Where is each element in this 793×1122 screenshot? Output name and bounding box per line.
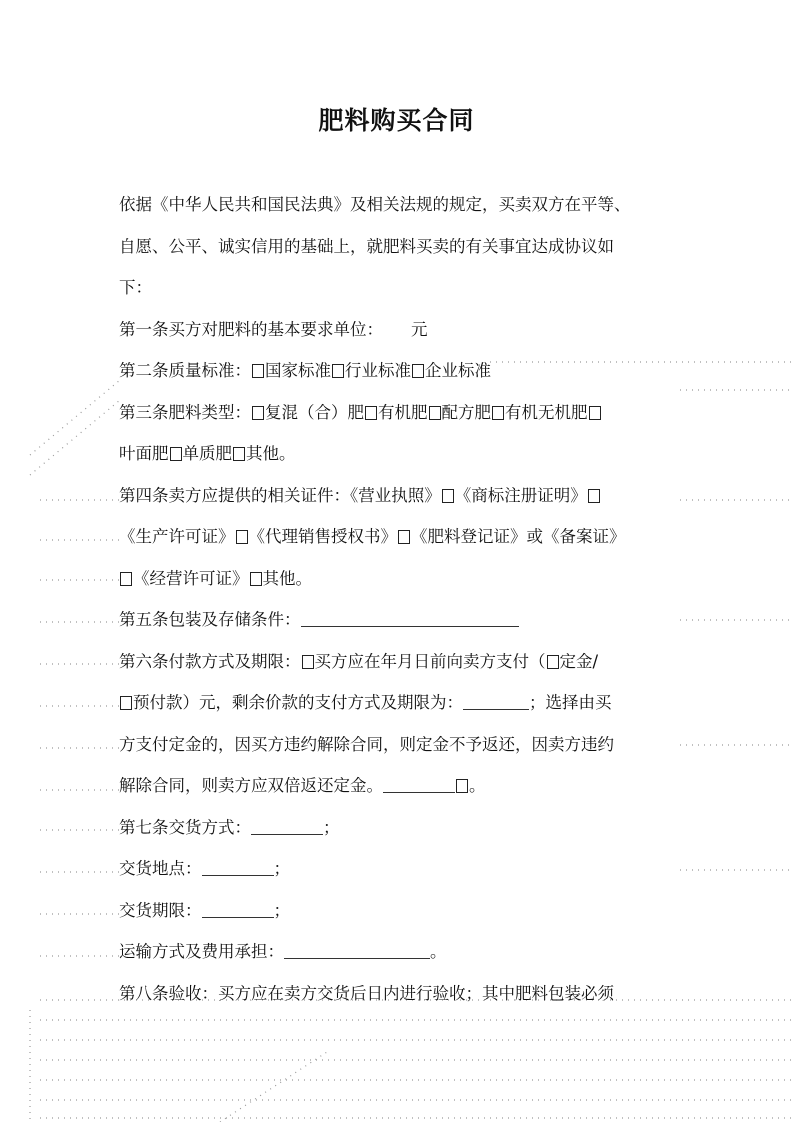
option-agency-authorization: 《代理销售授权书》 xyxy=(248,527,397,546)
option-production-license: 《生产许可证》 xyxy=(119,527,235,546)
option-other-type: 其他。 xyxy=(246,444,296,463)
option-organic-fertilizer: 有机肥 xyxy=(378,402,428,422)
delivery-place-blank[interactable] xyxy=(202,859,274,877)
checkbox-organic-fertilizer[interactable] xyxy=(365,406,377,420)
checkbox-industry-standard[interactable] xyxy=(332,364,344,378)
article-5-label: 第五条包装及存储条件： xyxy=(119,610,301,629)
intro-line-3: 下： xyxy=(119,278,152,297)
checkbox-deposit-return[interactable] xyxy=(456,779,468,793)
option-national-standard: 国家标准 xyxy=(265,361,331,380)
article-2-label: 第二条质量标准： xyxy=(119,361,251,380)
delivery-method-blank[interactable] xyxy=(251,817,323,835)
option-foliar-fertilizer: 叶面肥 xyxy=(119,444,169,463)
delivery-term xyxy=(119,890,679,932)
article-1-label: 第一条买方对肥料的基本要求单位： xyxy=(119,319,383,339)
article-4-label: 第四条卖方应提供的相关证件： xyxy=(119,485,350,505)
checkbox-other-certificate[interactable] xyxy=(250,572,262,586)
option-compound-fertilizer: 复混（合）肥 xyxy=(265,402,364,422)
checkbox-operating-license[interactable] xyxy=(120,572,132,586)
semicolon: ； xyxy=(273,859,290,878)
checkbox-foliar-fertilizer[interactable] xyxy=(589,406,601,420)
checkbox-production-license[interactable] xyxy=(588,489,600,503)
checkbox-registration[interactable] xyxy=(398,530,410,544)
article-7-label: 第七条交货方式： xyxy=(119,817,251,837)
article-7 xyxy=(119,807,679,849)
article-6-line-3: 方支付定金的，因买方违约解除合同，则定金不予返还，因卖方违约 xyxy=(119,734,614,754)
checkbox-prepayment[interactable] xyxy=(120,696,132,710)
payment-period: 。 xyxy=(469,776,486,795)
checkbox-compound-fertilizer[interactable] xyxy=(252,406,264,420)
article-4-line-2 xyxy=(119,516,679,558)
checkbox-agency-authorization[interactable] xyxy=(236,530,248,544)
checkbox-other-type[interactable] xyxy=(233,447,245,461)
option-registration: 《肥料登记证》或《备案证》 xyxy=(411,527,626,546)
article-4-line-3 xyxy=(119,558,679,600)
article-2 xyxy=(119,350,679,392)
period: 。 xyxy=(430,942,447,961)
transport xyxy=(119,931,679,973)
checkbox-organic-inorganic[interactable] xyxy=(492,406,504,420)
intro-line-1: 依据《中华人民共和国民法典》及相关法规的规定，买卖双方在平等、 xyxy=(119,195,631,214)
payment-text-1: 买方应在年月日前向卖方支付（ xyxy=(314,651,546,671)
checkbox-deposit[interactable] xyxy=(547,655,559,669)
checkbox-single-fertilizer[interactable] xyxy=(170,447,182,461)
article-4-line-1 xyxy=(119,475,679,517)
article-6-line-2 xyxy=(119,682,679,724)
deposit-blank[interactable] xyxy=(383,776,455,794)
article-3-line-1 xyxy=(119,392,679,434)
option-business-license: 《营业执照》 xyxy=(350,485,441,505)
transport-label: 运输方式及费用承担： xyxy=(119,942,284,961)
transport-blank[interactable] xyxy=(284,942,430,960)
article-1 xyxy=(119,309,679,351)
delivery-term-blank[interactable] xyxy=(202,900,274,918)
article-3-label: 第三条肥料类型： xyxy=(119,402,251,422)
option-deposit: 定金/ xyxy=(559,651,599,671)
checkbox-national-standard[interactable] xyxy=(252,364,264,378)
document-title: 肥料购买合同 xyxy=(318,106,475,135)
article-6-line-4 xyxy=(119,765,679,807)
checkbox-enterprise-standard[interactable] xyxy=(412,364,424,378)
delivery-term-label: 交货期限： xyxy=(119,900,202,920)
checkbox-payment-deadline[interactable] xyxy=(302,655,314,669)
option-industry-standard: 行业标准 xyxy=(345,361,411,380)
checkbox-formula-fertilizer[interactable] xyxy=(429,406,441,420)
article-3-line-2 xyxy=(119,433,679,475)
semicolon: ； xyxy=(323,817,340,837)
option-formula-fertilizer: 配方肥 xyxy=(441,402,491,422)
payment-text-4: 解除合同，则卖方应双倍返还定金。 xyxy=(119,776,383,795)
option-organic-inorganic: 有机无机肥 xyxy=(505,402,588,422)
packaging-blank[interactable] xyxy=(301,610,519,628)
payment-text-2: 预付款）元，剩余价款的支付方式及期限为： xyxy=(133,693,463,712)
intro-line-2: 自愿、公平、诚实信用的基础上，就肥料买卖的有关事宜达成协议如 xyxy=(119,236,614,256)
delivery-place-label: 交货地点： xyxy=(119,859,202,878)
contract-body xyxy=(119,184,679,1014)
article-1-unit: 元 xyxy=(411,319,428,339)
delivery-place xyxy=(119,848,679,890)
semicolon: ； xyxy=(273,900,290,920)
payment-method-blank[interactable] xyxy=(463,693,529,711)
checkbox-trademark[interactable] xyxy=(442,489,454,503)
payment-text-3: ；选择由买 xyxy=(529,693,612,712)
option-single-fertilizer: 单质肥 xyxy=(182,444,232,463)
article-8: 第八条验收：买方应在卖方交货后日内进行验收；其中肥料包装必须 xyxy=(119,983,614,1003)
article-5 xyxy=(119,599,679,641)
option-trademark: 《商标注册证明》 xyxy=(454,485,587,505)
option-operating-license: 《经营许可证》 xyxy=(133,568,249,588)
option-enterprise-standard: 企业标准 xyxy=(425,361,491,380)
article-6-line-1 xyxy=(119,641,679,683)
option-other-certificate: 其他。 xyxy=(262,568,312,588)
article-6-label: 第六条付款方式及期限： xyxy=(119,651,301,671)
